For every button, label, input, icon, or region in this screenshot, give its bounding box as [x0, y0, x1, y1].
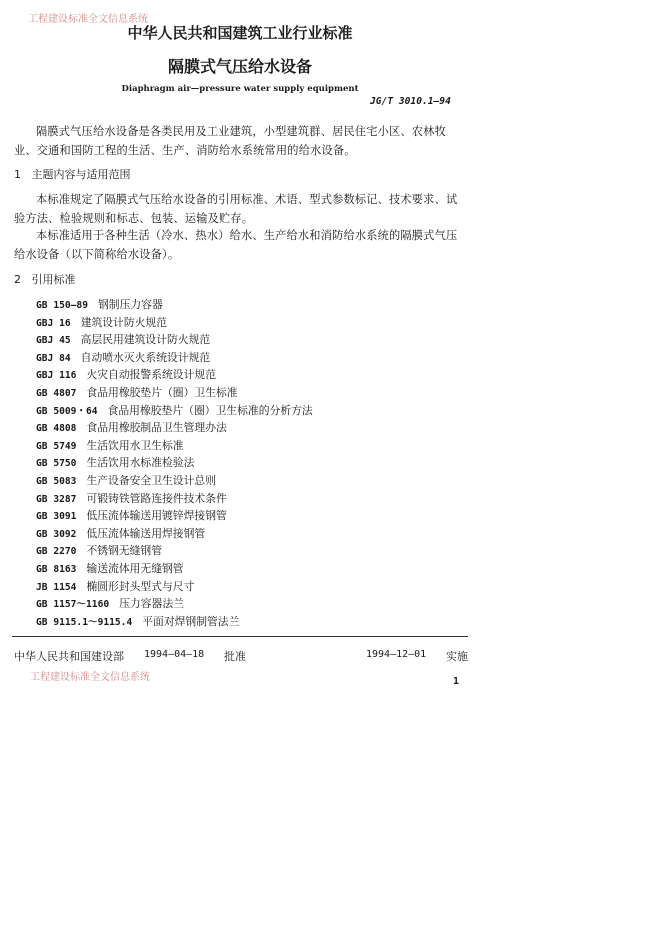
issuer: 中华人民共和国建设部: [14, 650, 124, 663]
reference-item: [36, 384, 313, 402]
reference-code: GB 4807: [36, 387, 77, 399]
reference-title: 钢制压力容器: [97, 298, 163, 311]
reference-title: 食品用橡胶垫片（圈）卫生标准: [86, 385, 238, 399]
reference-item: [36, 419, 313, 437]
reference-item: [36, 542, 313, 560]
reference-code: GBJ 84: [36, 352, 71, 364]
reference-code: GBJ 45: [36, 335, 71, 347]
reference-code: GB 9115.1～9115.4: [36, 616, 133, 628]
reference-item: [36, 613, 313, 631]
reference-code: GB 1157～1160: [36, 599, 110, 611]
reference-title: 食品用橡胶制品卫生管理办法: [86, 421, 227, 435]
section-1-para-1: 本标准规定了隔膜式气压给水设备的引用标准、术语、型式参数标记、技术要求、试验方法、检验规则和标志、包装、运输及贮存。: [14, 193, 458, 225]
reference-title: 高层民用建筑设计防火规范: [80, 333, 211, 347]
reference-item: [36, 525, 313, 543]
reference-item: [36, 595, 313, 613]
reference-item: [36, 331, 313, 349]
standard-number: JG/T 3010.1—94: [370, 96, 451, 107]
reference-item: [36, 507, 313, 525]
reference-item: [36, 578, 313, 596]
reference-item: [36, 454, 313, 472]
reference-item: [36, 296, 313, 314]
reference-title: 生活饮用水卫生标准: [86, 438, 184, 452]
section-1-heading: [14, 166, 131, 182]
reference-code: GB 3092: [36, 528, 77, 540]
reference-title: 平面对焊钢制管法兰: [142, 614, 240, 628]
reference-list: [36, 296, 313, 630]
reference-title: 建筑设计防火规范: [80, 315, 168, 329]
reference-code: JB 1154: [36, 581, 77, 593]
watermark-top: 工程建设标准全文信息系统: [28, 14, 148, 25]
reference-title: 生产设备安全卫生设计总则: [86, 473, 216, 487]
footer-divider: [12, 636, 468, 637]
section-2-heading: [14, 271, 76, 287]
approve-date: 1994—04—18: [144, 649, 205, 660]
reference-item: [36, 560, 313, 578]
reference-title: 可锻铸铁管路连接件技术条件: [86, 491, 227, 505]
reference-code: GB 5083: [36, 475, 77, 487]
section-1-title: 主题内容与适用范围: [31, 168, 131, 181]
reference-title: 不锈钢无缝钢管: [86, 544, 163, 558]
reference-code: GB 150—89: [36, 300, 88, 311]
reference-item: [36, 472, 313, 490]
reference-code: GB 3091: [36, 511, 77, 523]
reference-title: 生活饮用水标准检验法: [86, 456, 195, 470]
reference-code: GB 3287: [36, 493, 77, 505]
reference-title: 食品用橡胶垫片（圈）卫生标准的分析方法: [107, 403, 313, 417]
reference-item: [36, 366, 313, 384]
reference-item: [36, 437, 313, 455]
implement-label: 实施: [446, 650, 468, 663]
reference-title: 自动喷水灭火系统设计规范: [80, 350, 211, 364]
industry-standard-title: 中华人民共和国建筑工业行业标准: [127, 24, 353, 42]
reference-code: GB 5750: [36, 458, 77, 470]
implement-date: 1994—12—01: [366, 649, 427, 660]
section-2-title: 引用标准: [31, 273, 76, 286]
reference-item: [36, 402, 313, 420]
section-1-number: 1: [14, 168, 21, 181]
reference-item: [36, 314, 313, 332]
intro-paragraph: 隔膜式气压给水设备是各类民用及工业建筑，小型建筑群、居民住宅小区、农林牧业、交通和国防工程的生活、生产、消防给水系统常用的给水设备。: [14, 125, 446, 157]
document-title-cn: 隔膜式气压给水设备: [167, 57, 312, 76]
reference-code: GB 5009・64: [36, 405, 98, 417]
reference-item: [36, 349, 313, 367]
section-1-para-2: 本标准适用于各种生活（冷水、热水）给水、生产给水和消防给水系统的隔膜式气压给水设备（以下简称给水设备）。: [14, 229, 458, 261]
reference-title: 火灾自动报警系统设计规范: [86, 368, 216, 382]
approve-label: 批准: [224, 650, 246, 663]
reference-title: 输送流体用无缝钢管: [86, 561, 184, 575]
reference-title: 低压流体输送用焊接钢管: [86, 526, 206, 540]
reference-title: 低压流体输送用镀锌焊接钢管: [86, 509, 227, 523]
document-title-en: Diaphragm air—pressure water supply equipment: [121, 84, 359, 94]
section-2-number: 2: [14, 273, 21, 286]
page-number: 1: [453, 676, 460, 687]
watermark-bottom: 工程建设标准全文信息系统: [30, 672, 150, 683]
reference-code: GBJ 16: [36, 317, 71, 329]
reference-code: GBJ 116: [36, 370, 77, 382]
reference-title: 压力容器法兰: [119, 597, 184, 611]
reference-item: [36, 490, 313, 508]
reference-code: GB 8163: [36, 563, 77, 575]
reference-code: GB 2270: [36, 546, 77, 558]
reference-code: GB 5749: [36, 440, 77, 452]
reference-code: GB 4808: [36, 423, 77, 435]
reference-title: 椭圆形封头型式与尺寸: [86, 579, 195, 593]
